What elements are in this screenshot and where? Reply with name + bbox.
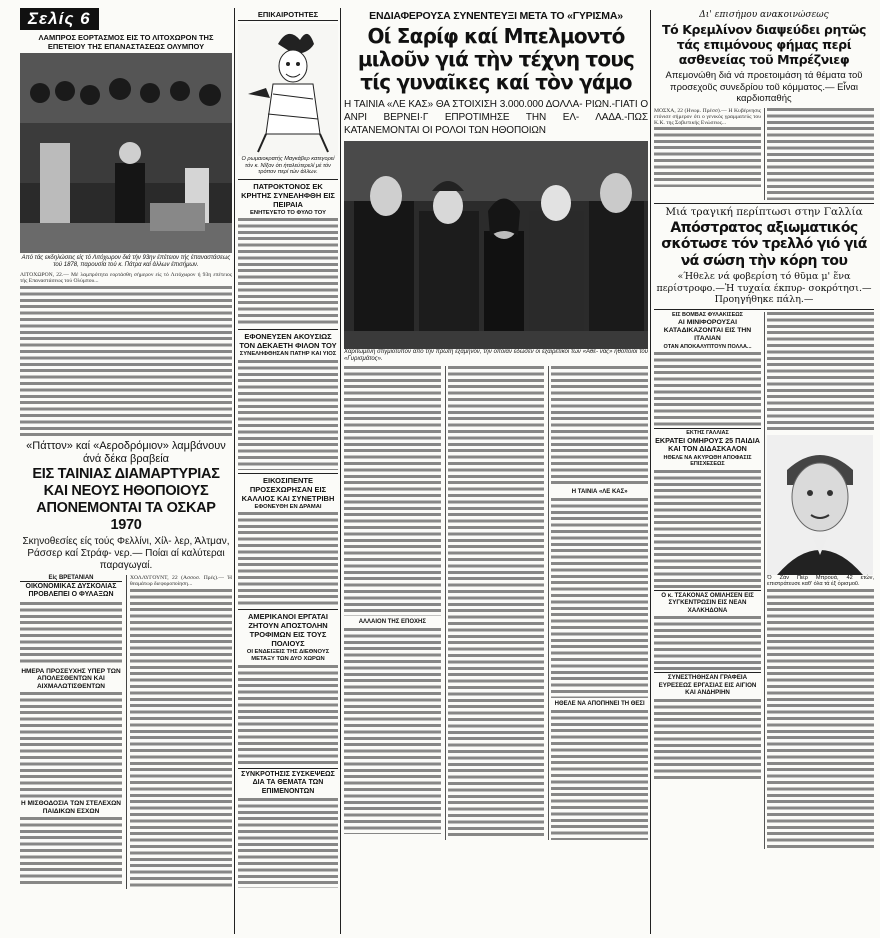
cartoon-drawing (238, 24, 338, 156)
interview-subhead-3: ΗΘΕΛΕ ΝΑ ΑΠΟΠΗΝΕΙ ΤΗ ΘΕΣΙ (554, 701, 645, 707)
kremlin-headline: Τό Κρεμλίνον διαψεύδει ρητῶς τάς επιμόνους φήμας περί ασθενείας τοῦ Μπρέζνιεφ (661, 22, 867, 67)
hostage-text (654, 470, 761, 588)
salary-text (20, 817, 122, 885)
accidental-head: ΕΦΟΝΕΥΣΕΝ ΑΚΟΥΣΙΩΣ ΤΟΝ ΔΕΚΑΕΤΗ ΦΙΛΟΝ ΤΟΥ (238, 329, 338, 350)
interview-col-3 (548, 366, 648, 840)
prayer-text (20, 692, 122, 798)
accidental-text (238, 360, 338, 470)
salary-head: Η ΜΙΣΘΟΔΟΣΙΑ ΤΩΝ ΣΤΕΛΕΧΩΝ ΠΑΙΔΙΚΩΝ ΕΣΧΩΝ (20, 800, 121, 815)
interview-text-1 (344, 366, 441, 616)
crash-head: ΕΙΚΟΣΙΠΕΝΤΕ ΠΡΟΣΕΧΩΡΗΣΑΝ ΕΙΣ ΚΑΛΛΙΟΣ ΚΑΙ ΣΥΝΕΤΡΙΒΗ (238, 473, 338, 503)
miniskirt-subhead: ΟΤΑΝ ΑΠΟΚΑΛΥΠΤΟΥΝ ΠΟΛΛΑ... (663, 343, 752, 350)
crash-subhead: ΕΦΟΝΕΥΘΗ ΕΝ ΔΡΑΜΑΙ (254, 503, 322, 510)
left-subcolumn-b (126, 575, 232, 889)
workers-subhead: ΟΙ ΕΝΔΕΙΞΕΙΣ ΤΗΣ ΔΙΕΘΝΟΥΣ ΜΕΤΑΞΥ ΤΩΝ ΔΥΟ ΧΩΡΩΝ (246, 648, 330, 662)
oscar-kicker: «Πάττον» καί «Αεροδρόμιον» λαμβάνουν άνά δέκα βραβεία (26, 439, 226, 465)
accidental-subhead: ΣΥΝΕΛΗΦΘΗΣΑΝ ΠΑΤΗΡ ΚΑΙ ΥΙΟΣ (239, 350, 337, 357)
cartoon-caption: Ο ρωμαιοκρατής Μαγκάβερ κατεγορεί τόν κ. Νίξον ότι ήταλεύτερελί μέ τόν τρόπον περί τών άλλων. (241, 156, 335, 175)
kremlin-text-1 (654, 127, 761, 187)
crash-text (238, 512, 338, 606)
interview-col-1 (344, 366, 441, 840)
patricide-subhead: ΕΝΗΤΕΥΕΤΟ ΤΟ ΦΥΛΟ ΤΟΥ (250, 209, 326, 216)
actors-photo (344, 141, 648, 349)
ceremony-article-text (20, 286, 232, 436)
kremlin-col-1 (654, 108, 761, 200)
right-subcolumn-a (654, 312, 761, 850)
portrait-article-text (767, 589, 874, 849)
column-rule (650, 10, 651, 934)
left-top-heading: ΛΑΜΠΡΟΣ ΕΟΡΤΑΣΜΟΣ ΕΙΣ ΤΟ ΛΙΤΟΧΩΡΟΝ ΤΗΣ ΕΠΕΤΕΙΟΥ ΤΗΣ ΕΠΑΝΑΣΤΑΣΕΩΣ ΟΛΥΜΠΟΥ (38, 33, 214, 51)
page-badge: Σελίς 6 (20, 8, 99, 30)
interview-headline: Οί Σαρίφ καί Μπελμοντό μιλοῦν γιά τὴν τέχνη τους τίς γυναῖκες καί τὸν γάμο (357, 24, 635, 94)
britain-label: Είς ΒΡΕΤΑΝΙΑΝ (48, 574, 94, 581)
patricide-head: ΠΑΤΡΟΚΤΟΝΟΣ ΕΚ ΚΡΗΤΗΣ ΣΥΝΕΛΗΦΘΗ ΕΙΣ ΠΕΙΡΑΙΑ (238, 179, 338, 209)
portrait-photo-image (767, 435, 873, 575)
workers-head: ΑΜΕΡΙΚΑΝΟΙ ΕΡΓΑΤΑΙ ΖΗΤΟΥΝ ΑΠΟΣΤΟΛΗΝ ΤΡΟΦΙΜΩΝ ΕΙΣ ΤΟΥΣ ΠΟΛΙΟΥΣ (238, 609, 338, 648)
france-headline: Απόστρατος αξιωματικός σκότωσε τόν τρελλό γιό γιά νά σώση τὴν κόρη του (661, 219, 867, 269)
column-rule (340, 8, 341, 934)
portrait-photo (767, 435, 873, 575)
left-column (20, 8, 232, 934)
meeting-text (238, 798, 338, 888)
interview-text-3c (551, 710, 648, 840)
miniskirt-head: ΑΙ ΜΙΝΙΦΟΡΟΥΣΑΙ ΚΑΤΑΔΙΚΑΖΟΝΤΑΙ ΕΙΣ ΤΗΝ ΙΤΑΛΙΑΝ (663, 318, 752, 342)
britain-head: ΟΙΚΟΝΟΜΙΚΑΣ ΔΥΣΚΟΛΙΑΣ ΠΡΟΒΛΕΠΕΙ Ο ΦΥΛΑΞΩΝ (20, 581, 122, 599)
meeting-head: ΣΥΝΚΡΟΤΗΣΙΣ ΣΥΣΚΕΨΕΩΣ ΔΙΑ ΤΑ ΘΕΜΑΤΑ ΤΩΝ ΕΠΙΜΕΝΟΝΤΩΝ (238, 768, 338, 797)
interview-text-3 (551, 366, 648, 486)
france-subhead: «Ήθελε νά φοβερίση τό θῦμα μ' ἕνα περίστροφο.—Ἡ τυχαία έκπυρ- σοκρότησι.—Προηγήθηκε πάλη.— (656, 271, 872, 305)
cartoon (238, 24, 338, 156)
kremlin-col-2 (764, 108, 874, 200)
interview-text-3b (551, 498, 648, 698)
right-subcolumn-b (764, 312, 874, 850)
current-events-column (238, 10, 338, 934)
portrait-caption: Ὁ Ζάν Πιέρ Μπρουά, 42 ετών, επιστράτευσε καθ' όλα τά έξ ὁρισμοῦ. (767, 574, 874, 587)
actors-photo-caption: Χαριτωμένη στιγμιότυπον από την πρώτη εξάμηνον, την οποίαν έδωσεν οι εξαιρετικοί των «Αθέ- νας» ηθοποιοί του «Γυρισμάτος». (344, 349, 648, 362)
france-kicker: Μιά τραγική περίπτωσι στην Γαλλία (654, 203, 874, 218)
workers-text (238, 665, 338, 765)
ceremony-photo-caption: Από τάς εκδηλώσεις είς τό Λιτόχωρον διά τήν 93ην έπέτειον τής έπαναστάσεως τού 1878, παρουσία τού κ. Πάτρα καί άλλων έπισήμων. (21, 255, 231, 268)
prayer-head: ΗΜΕΡΑ ΠΡΟΣΕΥΧΗΣ ΥΠΕΡ ΤΩΝ ΑΠΟΛΕΣΘΕΝΤΩΝ ΚΑΙ ΑΙΧΜΑΛΩΤΙΣΘΕΝΤΩΝ (21, 667, 121, 690)
kremlin-kicker: Δι' επισήμου ανακοινώσεως (699, 10, 829, 20)
hollywood-start: ΧΟΛΛΥΓΟΥΝΤ, 22 (Ασσοσ. Πρές).— Ή θεαμάτωρ διεφοροποίηση... (130, 574, 232, 588)
interview-subhead-1: ΑΛΛΑΙΟΝ ΤΗΣ ΕΠΟΧΗΣ (358, 619, 426, 625)
interview-kicker: ΕΝΔΙΑΦΕΡΟΥΣΑ ΣΥΝΕΝΤΕΥΞΙ ΜΕΤΑ ΤΟ «ΓΥΡΙΣΜΑ» (369, 10, 623, 22)
jobs-head: ΣΥΝΕΣΤΗΘΗΣΑΝ ΓΡΑΦΕΙΑ ΕΥΡΕΣΕΩΣ ΕΡΓΑΣΙΑΣ ΕΙΣ ΑΙΓΙΟΝ ΚΑΙ ΑΝΔΗΡΙΗΝ (654, 672, 761, 697)
tsakonas-head: Ο κ. ΤΣΑΚΟΝΑΣ ΟΜΙΛΗΣΕΝ ΕΙΣ ΣΥΓΚΕΝΤΡΩΣΙΝ ΕΙΣ ΝΕΑΝ ΧΑΛΚΗΔΟΝΑ (654, 590, 761, 615)
interview-dek: Η ΤΑΙΝΙΑ «ΛΕ ΚΑΣ» ΘΑ ΣΤΟΙΧΙΣΗ 3.000.000 ΔΟΛΛΑ- ΡΙΩΝ.-ΓΙΑΤΙ Ο ΑΝΡΙ ΒΕΡΝΕΙ·Γ ΕΠΡΟΤΙΜΗΣΕ ΤΗΝ ΕΛ- ΛΑΔΑ.-ΠΩΣ ΚΑΤΑΝΕΜΟΝΤΑΙ ΟΙ ΡΟΛΟΙ ΤΩΝ ΗΘΟΠΟΙΩΝ (344, 99, 648, 136)
interview-subhead-2: Η ΤΑΙΝΙΑ «ΛΕ ΚΑΣ» (571, 489, 628, 495)
hollywood-text (130, 589, 232, 889)
ceremony-photo-image (20, 53, 232, 253)
left-subcolumn-a (20, 575, 122, 889)
oscar-headline: ΕΙΣ ΤΑΙΝΙΑΣ ΔΙΑΜΑΡΤΥΡΙΑΣ ΚΑΙ ΝΕΟΥΣ ΗΘΟΠΟΙΟΥΣ ΑΠΟΝΕΜΟΝΤΑΙ ΤΑ ΟΣΚΑΡ 1970 (32, 465, 220, 533)
oscar-subhead: Σκηνοθεσίες είς τούς Φελλίνι, Χίλ- λερ, Άλτμαν, Ράσσερ καί Στράφ- νερ.— Ποίαι αί καλύτεραι παραγωγαί. (22, 535, 230, 571)
jobs-text (654, 699, 761, 779)
ceremony-photo (20, 53, 232, 253)
britain-text (20, 602, 122, 666)
patricide-text (238, 218, 338, 326)
kremlin-text-2 (767, 108, 874, 200)
hostage-subhead: ΗΘΕΛΕ ΝΑ ΑΚΥΡΩΘΗ ΑΠΟΦΑΣΙΣ ΕΠΙΣΧΕΣΕΩΣ (663, 454, 752, 467)
interview-text-2 (448, 366, 545, 836)
miniskirt-text (654, 352, 761, 426)
interview-text-1b (344, 628, 441, 834)
ceremony-article-start: ΛΙΤΟΧΩΡΟΝ, 22.— Μέ λαμπρότητα εορτάσθη σήμερον είς τό Λιτόχωρον ή 93η επέτειος τής Επαναστάσεως τού Ολύμπου... (20, 272, 232, 285)
interview-article (344, 10, 648, 934)
kremlin-subhead: Απεμονώθη διά νά προετοιμάση τά θέματα τοῦ προσεχοῦς συνεδρίου τοῦ κόμματος.— Εἶναι καρδιοπαθής (665, 70, 863, 104)
right-column (654, 10, 874, 934)
column-rule (234, 8, 235, 934)
miniskirt-label: ΕΙΣ ΒΟΜΒΑΣ ΦΥΛΑΚΙΣΕΩΣ (672, 311, 743, 318)
actors-photo-image (344, 141, 648, 349)
hostage-label: ΕΚΤΗΣ ΓΑΛΛΙΑΣ (654, 428, 761, 436)
paris-text (767, 312, 874, 432)
tsakonas-text (654, 616, 761, 670)
kremlin-article-start: ΜΟΣΧΑ, 22 (Ηνωμ. Πρέσσ).— Η Κυβέρνησις ετόνισε σήμερον ότι ο γενικός γραμματεύς του Κ.Κ. της Σοβιετικής Ενώσεως... (654, 107, 761, 127)
interview-col-2 (445, 366, 545, 840)
hostage-head: ΕΚΡΑΤΕΙ ΟΜΗΡΟΥΣ 25 ΠΑΙΔΙΑ ΚΑΙ ΤΟΝ ΔΙΔΑΣΚΑΛΟΝ (655, 435, 760, 453)
current-events-label: ΕΠΙΚΑΙΡΟΤΗΤΕΣ (238, 10, 338, 21)
